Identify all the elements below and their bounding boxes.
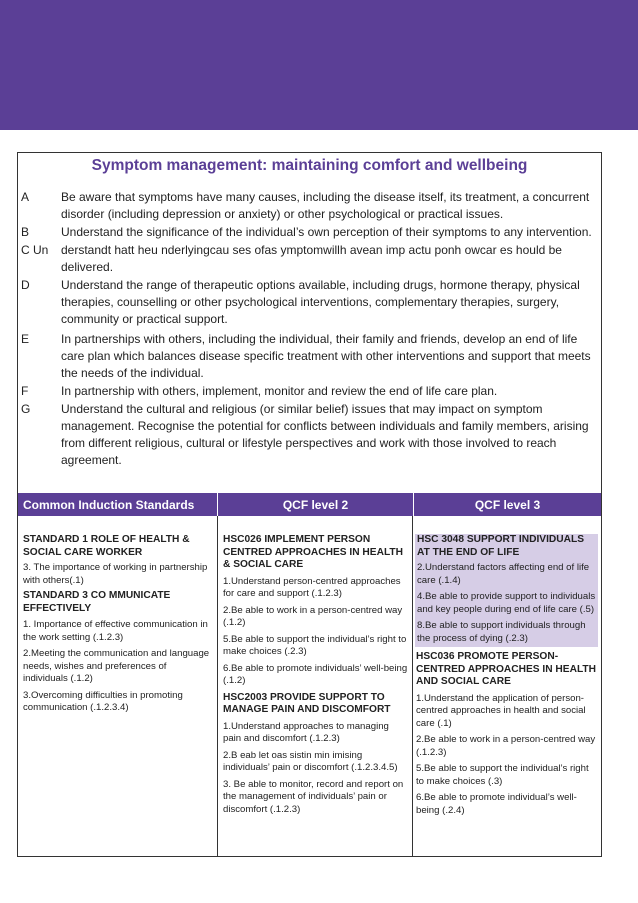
unit-item: 2.Be able to work in a person-centred way (.1.2.3) <box>416 734 596 758</box>
unit-title: HSC 3048 SUPPORT INDIVIDUALS AT THE END OF LIFE <box>417 534 584 558</box>
outcome-text: In partnership with others, implement, monitor and review the end of life care plan. <box>61 384 498 398</box>
outcome-letter: E <box>21 332 30 346</box>
standard-title: STANDARD 3 CO MMUNICATE EFFECTIVELY <box>23 590 171 614</box>
unit-item: 2.Understand factors affecting end of life care (.1.4) <box>417 562 590 586</box>
standard-item: 3. The importance of working in partnership with others(.1) <box>23 562 208 586</box>
outcome-row <box>18 277 601 328</box>
header-qcf-level-3: QCF level 3 <box>474 497 541 512</box>
standard-item: 2.Meeting the communication and language needs, wishes and preferences of individuals (.1.2) <box>23 648 210 684</box>
header-qcf-level-2: QCF level 2 <box>218 493 414 516</box>
unit-item: 6.Be able to promote individual’s well-being (.2.4) <box>416 792 577 816</box>
outcome-letter: F <box>21 384 29 398</box>
outcome-letter: C Un <box>21 243 49 257</box>
outcome-text: Understand the range of therapeutic options available, including drugs, hormone therapy, physical therapies, counselling or other psychological interventions, complementary therapies, surgery, community or practical support. <box>61 278 580 326</box>
outcome-letter: A <box>21 190 30 204</box>
outcome-row <box>18 224 601 241</box>
outcome-row <box>18 242 601 276</box>
page-title: Symptom management: maintaining comfort and wellbeing <box>91 157 528 174</box>
content-box <box>17 152 602 857</box>
learning-outcomes-list <box>18 189 601 470</box>
unit-title: HSC026 IMPLEMENT PERSON CENTRED APPROACHES IN HEALTH & SOCIAL CARE <box>223 534 403 570</box>
outcome-text: derstandt hatt heu nderlyingcau ses ofas ymptomwillh avean imp actu ponh owcar es hould be delivered. <box>61 243 562 274</box>
unit-item: 2.B eab let oas sistin min imising individuals’ pain or discomfort (.1.2.3.4.5) <box>223 749 398 773</box>
outcome-row <box>18 189 601 223</box>
unit-title: HSC036 PROMOTE PERSON-CENTRED APPROACHES IN HEALTH AND SOCIAL CARE <box>416 651 596 687</box>
unit-item: 1.Understand the application of person-centred approaches in health and social care (.1) <box>416 692 586 729</box>
column-qcf-level-2 <box>218 516 413 856</box>
header-banner <box>0 0 638 130</box>
outcome-letter: B <box>21 225 30 239</box>
unit-item: 2.Be able to work in a person-centred way (.1.2) <box>223 604 403 628</box>
outcome-text: Understand the significance of the individual’s own perception of their symptoms to any intervention. <box>61 225 592 239</box>
unit-title: HSC2003 PROVIDE SUPPORT TO MANAGE PAIN AND DISCOMFORT <box>223 691 391 715</box>
outcome-letter: D <box>21 278 30 292</box>
outcome-letter: G <box>21 402 31 416</box>
outcome-row <box>18 331 601 382</box>
unit-item: 4.Be able to provide support to individuals and key people during end of life care (.5) <box>417 591 596 615</box>
standard-item: 1. Importance of effective communication in the work setting (.1.2.3) <box>23 619 208 643</box>
unit-item: 1.Understand person-centred approaches for care and support (.1.2.3) <box>223 575 401 599</box>
outcome-row <box>18 383 601 400</box>
outcome-text: Be aware that symptoms have many causes, including the disease itself, its treatment, a concurrent disorder (including depression or anxiety) or other psychological or practical issues. <box>61 190 590 221</box>
unit-item: 3. Be able to monitor, record and report on the management of individuals’ pain or discomfort (.1.2.3) <box>223 778 404 815</box>
outcome-text: In partnerships with others, including the individual, their family and friends, develop an end of life care plan which balances disease specific treatment with other interventions and support that meets the needs of the individual. <box>61 332 591 380</box>
unit-item: 5.Be able to support the individual’s right to make choices (.3) <box>416 763 589 787</box>
standards-table-header <box>18 493 601 516</box>
column-common-induction <box>18 516 218 856</box>
standard-title: STANDARD 1 ROLE OF HEALTH & SOCIAL CARE WORKER <box>23 534 190 558</box>
outcome-row <box>18 401 601 469</box>
highlighted-unit <box>415 534 598 647</box>
standard-item: 3.Overcoming difficulties in promoting communication (.1.2.3.4) <box>23 689 183 713</box>
unit-item: 1.Understand approaches to managing pain and discomfort (.1.2.3) <box>223 720 389 744</box>
unit-item: 8.Be able to support individuals through the process of dying (.2.3) <box>417 620 586 644</box>
header-common-induction: Common Induction Standards <box>18 493 218 516</box>
outcome-text: Understand the cultural and religious (or similar belief) issues that may impact on symptom management. Recognise the potential for conflicts between individuals and family members, arising from different religious, cultural or lifestyle perspectives and work with those involved to reach agreement. <box>61 402 589 467</box>
unit-item: 5.Be able to support the individual’s right to make choices (.2.3) <box>223 633 407 657</box>
unit-item: 6.Be able to promote individuals’ well-being (.1.2) <box>223 662 408 686</box>
column-qcf-level-3 <box>413 516 601 856</box>
standards-table-body <box>18 516 601 856</box>
